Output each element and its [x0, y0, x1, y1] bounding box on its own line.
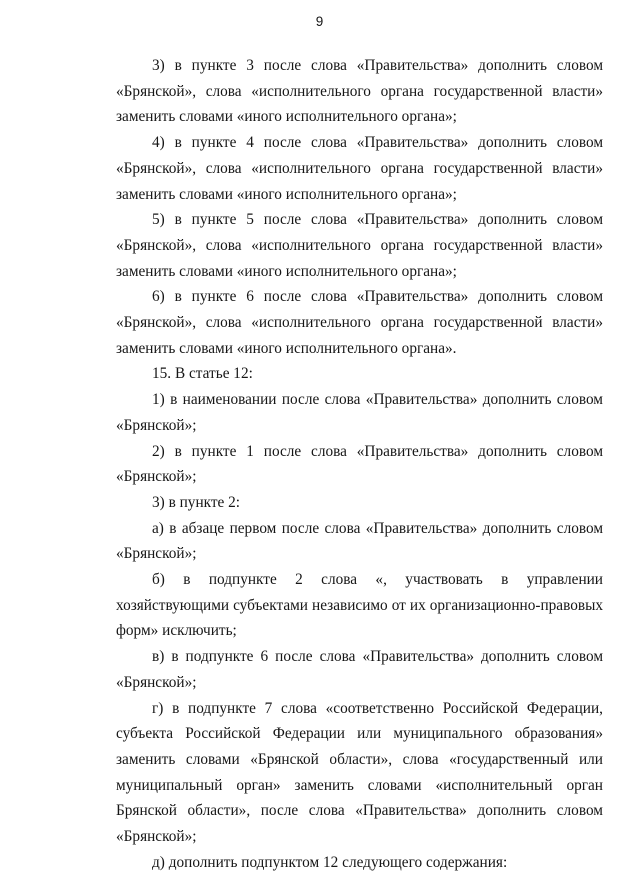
paragraph-item-4-point-4: 4) в пункте 4 после слова «Правительства» дополнить словом «Брянской», слова «исполнительного органа государственной власти» заменить словами «иного исполнительного органа»;	[116, 134, 603, 203]
paragraph-subitem-g: г) в подпункте 7 слова «соответственно Российской Федерации, субъекта Российской Федерации или муниципального образования» заменить словами «Брянской области», слова «государственный или муниципальный орган» заменить словами «исполнительный орган Брянской области», после слова «Правительства» дополнить словом «Брянской»;	[116, 699, 603, 846]
page-number: 9	[315, 14, 324, 29]
paragraph-subitem-a: а) в абзаце первом после слова «Правительства» дополнить словом «Брянской»;	[116, 519, 603, 563]
paragraph-article-12-heading: 15. В статье 12:	[152, 365, 253, 383]
paragraph-item-1-title: 1) в наименовании после слова «Правительства» дополнить словом «Брянской»;	[116, 391, 603, 434]
paragraph-item-5-point-5: 5) в пункте 5 после слова «Правительства» дополнить словом «Брянской», слова «исполнительного органа государственной власти» заменить словами «иного исполнительного органа»;	[116, 211, 603, 280]
paragraph-item-3-point-3: 3) в пункте 3 после слова «Правительства» дополнить словом «Брянской», слова «исполнительного органа государственной власти» заменить словами «иного исполнительного органа»;	[116, 57, 603, 126]
paragraph-item-2-point-1: 2) в пункте 1 после слова «Правительства» дополнить словом «Брянской»;	[116, 442, 603, 486]
paragraph-item-6-point-6: 6) в пункте 6 после слова «Правительства» дополнить словом «Брянской», слова «исполнительного органа государственной власти» заменить словами «иного исполнительного органа».	[116, 288, 603, 357]
paragraph-item-3-point-2: 3) в пункте 2:	[152, 493, 241, 511]
paragraph-subitem-b: б) в подпункте 2 слова «, участвовать в управлении хозяйствующими субъектами независимо от их организационно-правовых форм» исключить;	[116, 571, 603, 640]
paragraph-subitem-v: в) в подпункте 6 после слова «Правительства» дополнить словом «Брянской»;	[116, 648, 603, 691]
paragraph-subitem-d: д) дополнить подпунктом 12 следующего содержания:	[152, 853, 508, 871]
document-body	[116, 53, 603, 876]
